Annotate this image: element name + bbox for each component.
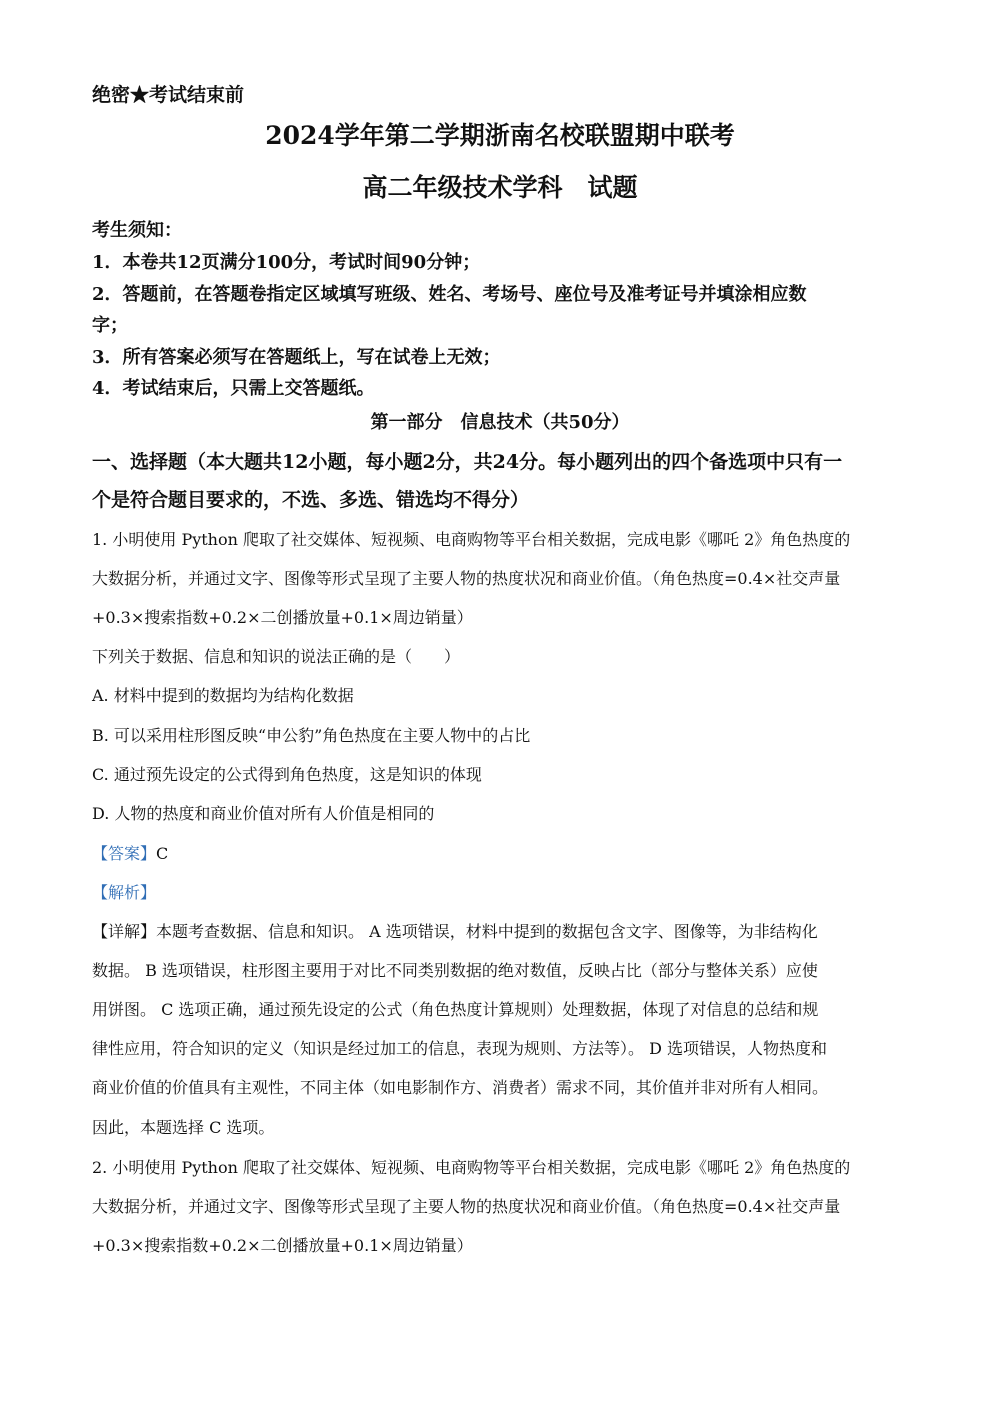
q1-detail-line: 因此，本题选择 C 选项。 — [92, 1118, 275, 1137]
notice-item: 字； — [92, 315, 128, 336]
q1-detail-line: 律性应用，符合知识的定义（知识是经过加工的信息，表现为规则、方法等）。 D 选项错误，人物热度和 — [92, 1039, 828, 1058]
answer-label: 【答案】 — [92, 844, 157, 863]
notice-item: 2．答题前，在答题卷指定区域填写班级、姓名、考场号、座位号及准考证号并填涂相应数 — [92, 284, 807, 305]
q1-question: 下列关于数据、信息和知识的说法正确的是（ ） — [92, 647, 461, 666]
answer-value: C — [156, 844, 169, 863]
q1-detail-line: 用饼图。 C 选项正确，通过预先设定的公式（角色热度计算规则）处理数据，体现了对信息的总结和规 — [92, 1000, 819, 1019]
q1-option-c: C. 通过预先设定的公式得到角色热度，这是知识的体现 — [92, 765, 482, 784]
notice-heading: 考生须知： — [92, 220, 182, 241]
q1-detail-line: 商业价值的价值具有主观性，不同主体（如电影制作方、消费者）需求不同，其价值并非对所有人相同。 — [92, 1078, 829, 1097]
q2-stem-line: +0.3×搜索指数+0.2×二创播放量+0.1×周边销量） — [92, 1236, 473, 1255]
exam-title: 2024学年第二学期浙南名校联盟期中联考 — [265, 121, 735, 150]
q1-detail-line: 数据。 B 选项错误，柱形图主要用于对比不同类别数据的绝对数值，反映占比（部分与整体关系）应使 — [92, 961, 818, 980]
part-title: 第一部分 信息技术（共50分） — [370, 412, 630, 433]
notice-item: 1．本卷共12页满分100分，考试时间90分钟； — [92, 252, 481, 273]
q1-option-d: D. 人物的热度和商业价值对所有人价值是相同的 — [92, 804, 435, 823]
exam-subtitle: 高二年级技术学科 试题 — [362, 173, 638, 202]
q1-option-a: A. 材料中提到的数据均为结构化数据 — [92, 686, 354, 705]
q1-stem-line: 大数据分析，并通过文字、图像等形式呈现了主要人物的热度状况和商业价值。（角色热度=0.4×社交声量 — [92, 569, 841, 588]
q1-answer — [92, 841, 168, 864]
q1-option-b: B. 可以采用柱形图反映“申公豹”角色热度在主要人物中的占比 — [92, 726, 531, 745]
q2-stem-line: 2. 小明使用 Python 爬取了社交媒体、短视频、电商购物等平台相关数据，完成电影《哪吒 2》角色热度的 — [92, 1158, 851, 1177]
q1-detail-line: 【详解】本题考查数据、信息和知识。 A 选项错误，材料中提到的数据包含文字、图像等，为非结构化 — [92, 922, 818, 941]
notice-item: 4．考试结束后，只需上交答题纸。 — [92, 378, 375, 399]
confidential-label: 绝密★考试结束前 — [92, 84, 245, 106]
q2-stem-line: 大数据分析，并通过文字、图像等形式呈现了主要人物的热度状况和商业价值。（角色热度=0.4×社交声量 — [92, 1197, 841, 1216]
analysis-label: 【解析】 — [92, 883, 157, 902]
q1-stem-line: 1. 小明使用 Python 爬取了社交媒体、短视频、电商购物等平台相关数据，完成电影《哪吒 2》角色热度的 — [92, 530, 851, 549]
q1-stem-line: +0.3×搜索指数+0.2×二创播放量+0.1×周边销量） — [92, 608, 473, 627]
section-heading: 一、选择题（本大题共12小题，每小题2分，共24分。每小题列出的四个备选项中只有一 — [92, 451, 843, 473]
section-heading-cont: 个是符合题目要求的，不选、多选、错选均不得分） — [92, 489, 530, 511]
notice-item: 3．所有答案必须写在答题纸上，写在试卷上无效； — [92, 347, 501, 368]
